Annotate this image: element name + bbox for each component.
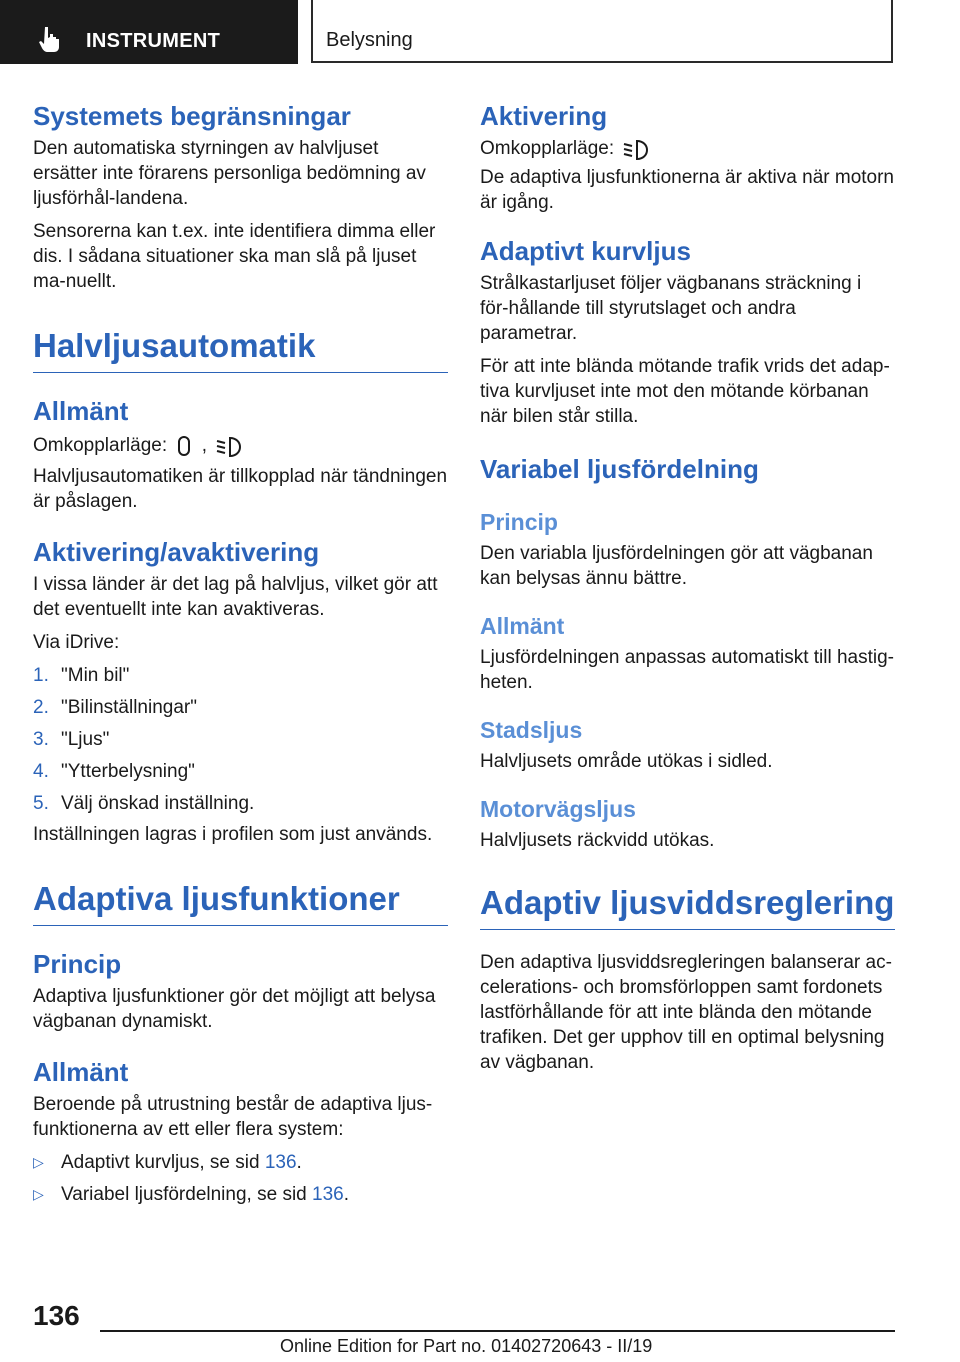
var-general-heading: Allmänt [480,613,565,639]
list-item: 5. Välj önskad inställning. [33,793,255,814]
var-general-paragraph: Ljusfördelningen anpassas automatiskt till hastig-heten. [480,647,895,693]
general2-paragraph: Beroende på utrustning består de adaptiva ljus-funktionerna av ett eller flera system: [33,1094,433,1140]
auto-light-symbol-icon [176,434,192,458]
general2-heading: Allmänt [33,1057,129,1087]
page-link[interactable]: 136 [312,1184,344,1205]
general-paragraph: Halvljusautomatiken är tillkopplad när tändningen är påslagen. [33,466,448,512]
list-item: 4. "Ytterbelysning" [33,761,195,782]
edition-note: Online Edition for Part no. 01402720643 - II/19 [280,1336,653,1356]
switch-line [33,433,448,458]
low-beam-symbol-icon [623,137,649,161]
section-label: INSTRUMENT [86,30,221,52]
page-link[interactable]: 136 [264,1152,297,1173]
right-column [480,100,895,1075]
steps-list [33,663,448,816]
triangle-bullet-icon: ▷ [33,1154,44,1170]
list-item: 3. "Ljus" [33,729,110,750]
principle-paragraph: Adaptiva ljusfunktioner gör det möjligt att belysa vägbanan dynamiskt. [33,986,436,1032]
switch-line-right [480,136,895,161]
list-item: 1. "Min bil" [33,665,130,686]
section-tab [0,0,298,64]
switch-separator: , [201,435,207,456]
range-heading: Adaptiv ljusviddsreglering [480,881,895,930]
activation-paragraph: I vissa länder är det lag på halvljus, vilket gör att det eventuellt inte kan avaktiveras. [33,574,438,620]
list-item: ▷ Adaptivt kurvljus, se sid 136. [33,1152,302,1173]
highway-paragraph: Halvljusets räckvidd utökas. [480,830,715,851]
activation-right-heading: Aktivering [480,101,608,131]
auto-heading: Halvljusautomatik [33,324,448,373]
systems-list [33,1150,448,1207]
activation-right-paragraph: De adaptiva ljusfunktionerna är aktiva när motorn är igång. [480,167,895,213]
switch-label: Omkopplarläge: [480,138,615,159]
curve-paragraph-1: Strålkastarljuset följer vägbanans sträckning i för-hållande till styrutslaget och andra parametrar. [480,273,862,344]
principle-heading: Princip [33,949,122,979]
city-heading: Stadsljus [480,717,583,743]
footer-divider [100,1330,895,1332]
limits-paragraph-2: Sensorerna kan t.ex. inte identifiera dimma eller dis. I sådana situationer ska man slå på ljuset ma-nuellt. [33,221,436,292]
adaptive-heading: Adaptiva ljusfunktioner [33,877,448,926]
limits-heading: Systemets begränsningar [33,101,351,131]
var-heading: Variabel ljusfördelning [480,454,759,484]
left-column [33,100,448,1207]
triangle-bullet-icon: ▷ [33,1186,44,1202]
low-beam-symbol-icon [216,434,242,458]
limits-paragraph-1: Den automatiska styrningen av halvljuset ersätter inte förarens personliga bedömning av ljusförhål-landena. [33,138,426,209]
chapter-title: Belysning [326,29,413,51]
saved-paragraph: Inställningen lagras i profilen som just används. [33,824,433,845]
general-heading: Allmänt [33,396,129,426]
pointing-hand-icon [36,24,66,54]
switch-label: Omkopplarläge: [33,435,168,456]
highway-heading: Motorvägsljus [480,796,636,822]
chapter-title-box [311,0,893,63]
list-item: ▷ Variabel ljusfördelning, se sid 136. [33,1184,349,1205]
range-paragraph: Den adaptiva ljusviddsregleringen balanserar ac-celerations- och bromsförloppen samt fordonets lastförhållande för att inte blända den mötande trafiken. Det ger upphov till en optimal belysning av vägbanan. [480,952,892,1073]
curve-heading: Adaptivt kurvljus [480,236,691,266]
list-item: 2. "Bilinställningar" [33,697,197,718]
city-paragraph: Halvljusets område utökas i sidled. [480,751,773,772]
var-principle-heading: Princip [480,509,558,535]
page-number: 136 [33,1300,80,1331]
activation-heading: Aktivering/avaktivering [33,537,320,567]
var-principle-paragraph: Den variabla ljusfördelningen gör att vägbanan kan belysas ännu bättre. [480,543,873,589]
curve-paragraph-2: För att inte blända mötande trafik vrids det adap-tiva kurvljuset inte mot den mötande körbanan när bilen står stilla. [480,356,890,427]
via-idrive: Via iDrive: [33,632,120,653]
page-header [0,0,960,66]
